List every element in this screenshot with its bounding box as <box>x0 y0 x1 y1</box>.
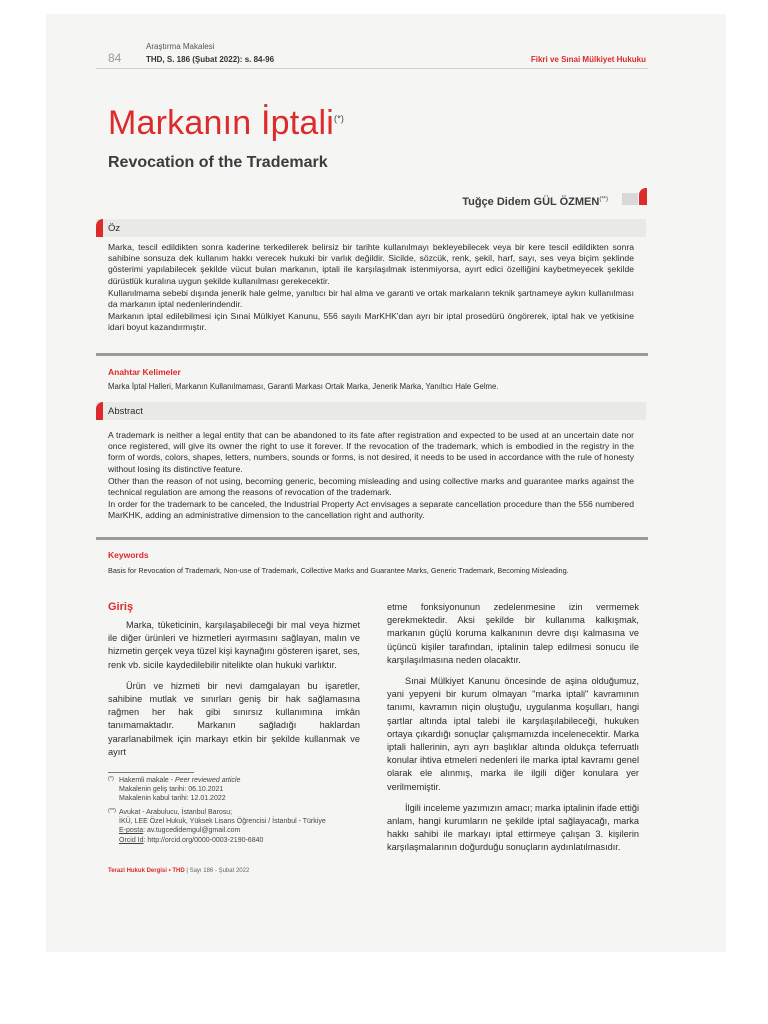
email-label: E-posta <box>119 827 144 835</box>
anahtar-heading: Anahtar Kelimeler <box>108 367 181 377</box>
oz-tab-flag <box>96 219 103 237</box>
article-subtitle: Revocation of the Trademark <box>108 154 328 171</box>
oz-label: Öz <box>108 223 121 234</box>
author-decoration-box <box>622 193 638 205</box>
abstract-label: Abstract <box>108 406 143 417</box>
footnote-2-line: Avukat - Arabulucu, İstanbul Barosu; <box>119 809 233 816</box>
header-divider <box>96 68 648 69</box>
footnote-2-line: İKÜ, LEE Özel Hukuk, Yüksek Lisans Öğrencisi / İstanbul - Türkiye <box>119 818 326 826</box>
page-footer <box>108 868 249 874</box>
body-paragraph: Sınai Mülkiyet Kanunu öncesinde de aşina olduğumuz, yani yepyeni bir kurum olmayan "marka iptali" kavramının tanımı, kavramın niçin oluştuğu, uygulanma koşulları, hangi şartlar altında iptal talebi ile karşılaşılabileceği, hukuken ortaya çıkardığı sonuçlar çalışmamızda incelenecektir. Marka iptali hallerinin, ayrı ayrı başlıklar altında oldukça teferruatlı konular ihtiva etmeleri nedenleri ile marka iptal kavramı genel olarak ele alınmış, marka ile ilgili diğer konulara yer verilmemiştir. <box>387 676 639 792</box>
oz-paragraph: Markanın iptal edilebilmesi için Sınai Mülkiyet Kanunu, 556 sayılı MarKHK'dan ayrı bir iptal prosedürü öngörerek, iptal hak ve yetkisine idari boyut kazandırmıştır. <box>108 311 634 333</box>
abstract-paragraph: Other than the reason of not using, becoming generic, becoming misleading and using collective marks and guarantee marks against the technical regulation are among the reasons of revocation of the trademark. <box>108 475 634 498</box>
orcid-label: Orcid Id <box>119 836 144 844</box>
oz-paragraph: Marka, tescil edildikten sonra kaderine terkedilerek belirsiz bir tarihte kullanılmayı bekleyebilecek veya bir kere tescil edildikten sonra sahibine sonsuza dek kullanım hakkı verecek hukuki bir varlık değildir. Sicilde, sözcük, renk, şekil, harf, sayı, ses veya biçim şeklinde gösterimi yapılabilecek şekilde vücut bulan markanın, iptali ile karşılaşılmak istenmiyorsa, ayırt edici özelliğini kaybetmeyecek şekilde dürüstlük kuralına uygun şekilde kullanılması gerekecektir. <box>108 242 634 286</box>
abstract-paragraph: In order for the trademark to be canceled, the Industrial Property Act envisages a separate cancellation procedure than the 556 numbered MarKHK, adding an administrative dimension to the cancellation right and authority. <box>108 499 634 521</box>
footnote-2-orcid-row <box>119 836 326 845</box>
author-text: Tuğçe Didem GÜL ÖZMEN <box>462 196 600 208</box>
abstract-tab-flag <box>96 402 103 420</box>
footnote-2 <box>108 808 368 848</box>
article-title <box>108 104 344 143</box>
footnote-2-email-row <box>119 826 326 835</box>
footnote-2-text <box>119 808 326 845</box>
page-number: 84 <box>108 51 122 65</box>
anahtar-text: Marka İptal Halleri, Markanın Kullanılmaması, Garanti Markası Ortak Marka, Jenerik Marka, Yanıltıcı Hale Gelme. <box>108 382 499 391</box>
giris-heading: Giriş <box>108 601 134 613</box>
title-text: Markanın İptali <box>108 104 334 142</box>
article-type: Araştırma Makalesi <box>146 42 215 51</box>
oz-paragraph: Kullanılmama sebebi dışında jenerik hale gelme, yanıltıcı bir hal alma ve garanti ve ortak markaların teknik şartnameye aykırı kullanılması da markanın iptal nedenlerindendir. <box>108 287 634 310</box>
footnote-2-mark: (**) <box>108 808 116 814</box>
footnote-1-line-b: Peer reviewed article <box>175 777 241 784</box>
body-paragraph: Ürün ve hizmeti bir nevi damgalayan bu işaretler, sahibine mutlak ve sınırları geniş bir hak sağlamasına rağmen her hak gibi sınırsız kullanımına imkân tanımamaktadır. Markanın sağladığı haklardan yararlanabilmek için markayı etkin bir şekilde kullanmak ve ayırt <box>108 680 360 757</box>
keywords-text: Basis for Revocation of Trademark, Non-use of Trademark, Collective Marks and Guarantee Marks, Generic Trademark, Becoming Misleading. <box>108 566 569 575</box>
footnote-divider <box>108 772 194 773</box>
email-link[interactable]: : av.tugcedidemgul@gmail.com <box>143 827 241 835</box>
abstract-separator <box>96 537 648 540</box>
abstract-tab-bar <box>96 402 646 420</box>
footer-journal: Terazi Hukuk Dergisi • THD <box>108 868 185 874</box>
title-footnote-mark: (*) <box>334 113 345 124</box>
left-column <box>108 619 360 767</box>
section-name: Fikri ve Sınai Mülkiyet Hukuku <box>530 55 646 64</box>
orcid-link[interactable]: : http://orcid.org/0000-0003-2190-6840 <box>143 836 264 844</box>
abstract-body <box>108 430 634 523</box>
author-decoration-flag <box>639 188 647 205</box>
author-footnote-mark: (**) <box>599 196 608 203</box>
oz-tab-bar <box>96 219 646 237</box>
issue-info: THD, S. 186 (Şubat 2022): s. 84-96 <box>146 55 275 64</box>
body-paragraph: etme fonksiyonunun zedelenmesine izin vermemek gerekmektedir. Aksi şekilde bir kullanıma kalkışmak, markanın güçlü koruma kalkanının devre dışı kalmasına ve üçüncü kişiler tarafından, iptalinin talep edilmesi sonucu ile karşılaşılmasına neden olacaktır. <box>387 602 639 665</box>
author-name <box>462 196 608 208</box>
footnote-1-line: Makalenin geliş tarihi: 06.10.2021 <box>119 786 224 794</box>
footer-issue: | Sayı 186 - Şubat 2022 <box>184 868 250 874</box>
footnote-1-line <box>119 776 240 785</box>
abstract-paragraph: A trademark is neither a legal entity that can be abandoned to its fate after registration and expected to be used at an uncertain date nor once registered, will give its owner the right to use it forever. If the revocation of the trademark, which is embodied in the registry in the form of words, colors, shapes, letters, numbers, sounds or forms, is not desired, it needs to be used in accordance with the rule of honesty without losing its distinctive feature. <box>108 430 634 474</box>
oz-body <box>108 242 634 335</box>
footnote-1-mark: (*) <box>108 776 114 782</box>
footnote-1 <box>108 776 368 806</box>
body-paragraph: Marka, tüketicinin, karşılaşabileceği bir mal veya hizmet ile diğer ürünleri ve hizmetleri ayırmasını sağlayan, malın ve hizmetin gerçek veya tüzel kişi kaynağını gösteren işaret, ses, renk vb. sicile kaydedilebilir nitelikte olan hukuki varlıktır. <box>108 620 360 670</box>
oz-separator <box>96 353 648 356</box>
keywords-heading: Keywords <box>108 550 149 560</box>
footnote-1-line-a: Hakemli makale - <box>119 777 176 784</box>
footnote-1-line: Makalenin kabul tarihi: 12.01.2022 <box>119 795 226 803</box>
body-paragraph: İlgili inceleme yazımızın amacı; marka iptalinin ifade ettiği anlam, hangi kurumların ne şekilde iptal sağlayacağı, marka hakkı sahibi ile markayı iptal ettirmeye çalışan 3. kişilerin karşılaşmalarının doğurduğu sonuçların aydınlatılmasıdır. <box>387 802 639 853</box>
footnote-1-text <box>119 776 240 804</box>
right-column <box>387 601 639 863</box>
